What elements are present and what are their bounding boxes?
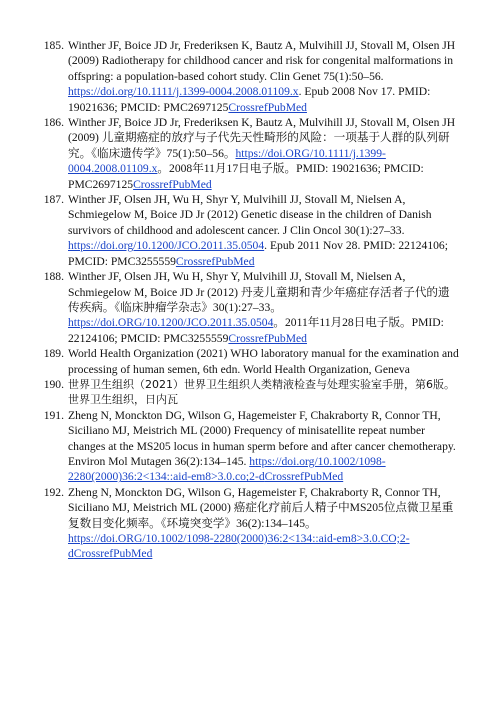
reference-text: Winther JF, Olsen JH, Wu H, Shyr Y, Mulvihill JJ, Stovall M, Nielsen A, Schmiegelow M, Boice JD Jr (2012) Genetic disease in the children of Danish survivors of childhood and adolescent cancer. J Clin Oncol 30(1):27–33. bbox=[68, 193, 432, 237]
reference-after: . Epub 2008 Nov 17. PMID: 19021636; PMCID: PMC2697125 bbox=[68, 85, 431, 114]
crossref-pubmed-link[interactable]: CrossrefPubMed bbox=[264, 470, 344, 484]
reference-item-191 bbox=[40, 408, 460, 485]
reference-number: 192. bbox=[43, 485, 64, 499]
reference-number: 189. bbox=[43, 347, 64, 361]
reference-text: Zheng N, Monckton DG, Wilson G, Hagemeister F, Chakraborty R, Connor TH, Siciliano MJ, Meistrich ML (2000) Frequency of minisatellite repeat number changes at the MS205 locus in human sperm before and after cancer chemotherapy. Environ Mol Mutagen 36(2):134–145. bbox=[68, 408, 456, 468]
reference-text: World Health Organization (2021) WHO laboratory manual for the examination and processing of human semen, 6th edn. World Health Organization, Geneva bbox=[68, 347, 459, 376]
reference-item-190 bbox=[40, 377, 460, 408]
reference-number: 185. bbox=[43, 39, 64, 52]
reference-body bbox=[68, 269, 460, 346]
reference-item-188 bbox=[40, 269, 460, 346]
crossref-pubmed-link[interactable]: CrossrefPubMed bbox=[133, 177, 212, 191]
reference-body bbox=[68, 346, 460, 377]
reference-list bbox=[40, 38, 460, 562]
crossref-pubmed-link[interactable]: CrossrefPubMed bbox=[228, 100, 307, 114]
reference-text: Winther JF, Olsen JH, Wu H, Shyr Y, Mulvihill JJ, Stovall M, Nielsen A, Schmiegelow M, Boice JD Jr (2012) 丹麦儿童期和青少年癌症存活者子代的遗传疾病。《临床肿瘤学杂志》30(1):27–33。 bbox=[68, 270, 450, 314]
reference-body bbox=[68, 192, 460, 269]
reference-after: 。2011年11月28日电子版。PMID: 22124106; PMCID: PMC3255559 bbox=[68, 316, 444, 345]
reference-number: 186. bbox=[43, 116, 64, 130]
reference-body bbox=[68, 115, 460, 192]
reference-body bbox=[68, 485, 460, 562]
reference-number: 190. bbox=[43, 377, 64, 391]
reference-item-186 bbox=[40, 115, 460, 192]
reference-number: 191. bbox=[43, 408, 64, 422]
reference-text: Winther JF, Boice JD Jr, Frederiksen K, Bautz A, Mulvihill JJ, Stovall M, Olsen JH (2009) 儿童期癌症的放疗与子代先天性畸形的风险：一项基于人群的队列研究。《临床遗传学》75(1):50–56。 bbox=[68, 116, 456, 160]
reference-text: Winther JF, Boice JD Jr, Frederiksen K, Bautz A, Mulvihill JJ, Stovall M, Olsen JH (2009) Radiotherapy for childhood cancer and risk for congenital malformations in offspring: a population-based cohort study. Clin Genet 75(1):50–56. bbox=[68, 39, 456, 83]
reference-item-192 bbox=[40, 485, 460, 562]
doi-link[interactable]: https://doi.org/10.1200/JCO.2011.35.0504 bbox=[68, 239, 265, 253]
reference-after: 。2008年11月17日电子版。PMID: 19021636; PMCID: PMC2697125 bbox=[68, 162, 424, 191]
doi-link[interactable]: https://doi.org/10.1111/j.1399-0004.2008.01109.x bbox=[68, 85, 299, 99]
reference-text: 世界卫生组织（2021）世界卫生组织人类精液检查与处理实验室手册，第6版。世界卫生组织，日内瓦 bbox=[68, 377, 455, 407]
reference-number: 187. bbox=[43, 193, 64, 207]
reference-item-189 bbox=[40, 346, 460, 377]
reference-number: 188. bbox=[43, 270, 64, 284]
reference-body bbox=[68, 38, 460, 115]
reference-item-185 bbox=[40, 38, 460, 115]
doi-link[interactable]: https://doi.ORG/10.1111/j.1399-0004.2008.01109.x bbox=[68, 146, 386, 176]
reference-body bbox=[68, 377, 460, 408]
reference-text: Zheng N, Monckton DG, Wilson G, Hagemeister F, Chakraborty R, Connor TH, Siciliano MJ, Meistrich ML (2000) 癌症化疗前后人精子中MS205位点微卫星重复数目变化频率。《环境突变学》36(2):134–145。 bbox=[68, 485, 454, 530]
reference-item-187 bbox=[40, 192, 460, 269]
crossref-pubmed-link[interactable]: CrossrefPubMed bbox=[228, 331, 307, 345]
reference-after: . Epub 2011 Nov 28. PMID: 22124106; PMCID: PMC3255559 bbox=[68, 239, 448, 268]
crossref-pubmed-link[interactable]: CrossrefPubMed bbox=[175, 254, 255, 268]
doi-link[interactable]: https://doi.ORG/10.1200/JCO.2011.35.0504 bbox=[68, 316, 274, 330]
reference-body bbox=[68, 408, 460, 485]
crossref-pubmed-link[interactable]: CrossrefPubMed bbox=[73, 547, 153, 561]
doi-link[interactable]: https://doi.ORG/10.1002/1098-2280(2000)36:2<134::aid-em8>3.0.CO;2-d bbox=[68, 532, 410, 561]
doi-link[interactable]: https://doi.org/10.1002/1098-2280(2000)36:2<134::aid-em8>3.0.co;2-d bbox=[68, 454, 386, 484]
